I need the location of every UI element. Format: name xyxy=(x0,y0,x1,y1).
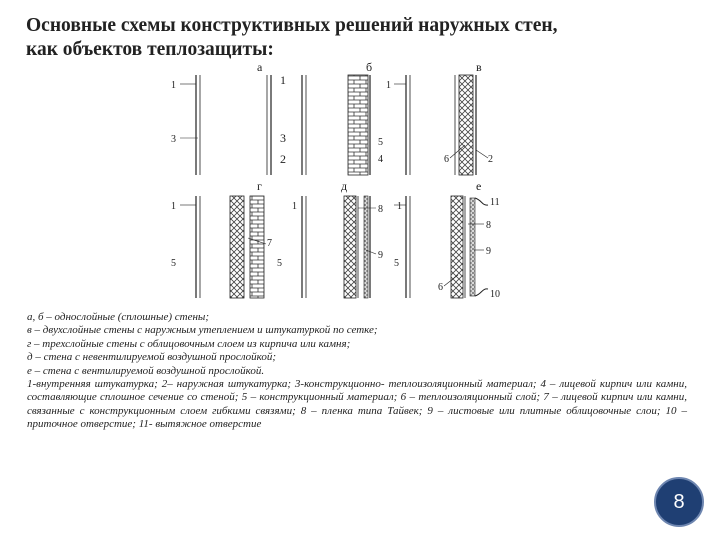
callout-label: 3 xyxy=(280,131,286,145)
panel-a xyxy=(171,60,271,175)
callout-label: 9 xyxy=(378,250,383,261)
page-number-badge xyxy=(654,477,704,527)
callout-label: 5 xyxy=(394,258,399,269)
caption-line: в – двухслойные стены с наружным утеплением и штукатуркой по сетке; xyxy=(27,324,378,337)
callout-label: 11 xyxy=(490,197,500,208)
callout-label: 1 xyxy=(171,201,176,212)
callout-label: 2 xyxy=(280,152,286,166)
panel-v xyxy=(386,60,493,175)
caption-line: д – стена с невентилируемой воздушной прослойкой; xyxy=(27,351,277,364)
figure-caption xyxy=(27,311,687,432)
callout-label: 5 xyxy=(277,258,282,269)
caption-line: а, б – однослойные (сплошные) стены; xyxy=(27,311,210,323)
callout-label: 1 xyxy=(280,73,286,87)
callout-label: 8 xyxy=(378,204,383,215)
callout-label: 9 xyxy=(486,246,491,257)
callout-label: 5 xyxy=(378,137,383,148)
title-line-2: как объектов теплозащиты: xyxy=(26,39,274,60)
panel-g xyxy=(171,179,282,298)
page-number: 8 xyxy=(673,491,685,513)
panel-letter: в xyxy=(476,60,482,74)
callout-label: 5 xyxy=(171,258,176,269)
callout-label: 1 xyxy=(386,80,391,91)
callout-label: 8 xyxy=(486,220,491,231)
title-line-1: Основные схемы конструктивных решений наружных стен, xyxy=(26,15,558,36)
callout-label: 3 xyxy=(171,134,176,145)
panel-letter: б xyxy=(366,60,373,74)
callout-label: 2 xyxy=(488,154,493,165)
callout-label: 1 xyxy=(397,201,402,212)
panel-e xyxy=(394,179,500,300)
callout-label: 6 xyxy=(444,154,449,165)
panel-b xyxy=(280,60,383,175)
panel-d xyxy=(292,179,399,298)
caption-line: г – трехслойные стены с облицовочным слоем из кирпича или камня; xyxy=(27,337,351,350)
callout-label: 1 xyxy=(171,80,176,91)
callout-label: 4 xyxy=(378,154,383,165)
caption-line: е – стена с вентилируемой воздушной прослойкой. xyxy=(27,364,265,377)
panel-letter: г xyxy=(257,179,262,193)
caption-legend: 1-внутренняя штукатурка; 2– наружная штукатурка; 3-конструкционно- теплоизоляционный материал; 4 – лицевой кирпич или камни, составляющие сплошное сечение со стеной; 5 – конструкционный материал; 6 – теплоизоляционный слой; 7 – лицевой кирпич или камни, связанные с конструкционным слоем гибкими связями; 8 – пленка типа Тайвек; 9 – листовые или плитные облицовочные слои; 10 – приточное отверстие; 11- вытяжное отверстие xyxy=(27,378,687,431)
panel-letter: д xyxy=(341,179,348,193)
callout-label: 7 xyxy=(267,238,272,249)
callout-label: 10 xyxy=(490,289,500,300)
callout-label: 1 xyxy=(292,201,297,212)
panel-letter: а xyxy=(257,60,263,74)
panel-letter: е xyxy=(476,179,482,193)
callout-label: 6 xyxy=(438,282,443,293)
